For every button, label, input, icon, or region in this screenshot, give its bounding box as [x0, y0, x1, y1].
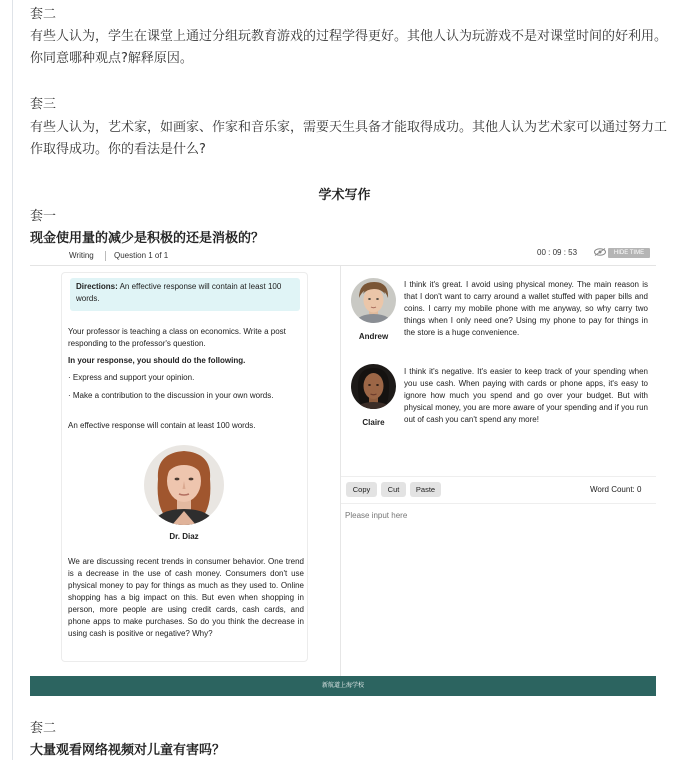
- set2-heading: 套二: [30, 7, 57, 22]
- in-response-text: In your response, you should do the following.: [68, 356, 246, 365]
- editor-placeholder: Please input here: [345, 511, 408, 520]
- academic-writing-title: 学术写作: [318, 188, 371, 203]
- aw-set1-heading: 套一: [30, 209, 57, 224]
- claire-response: I think it's negative. It's easier to keep track of your spending when you use cash. When paying with cards or phone apps, it's easy to ignore how much you spend and go over your budget. But with physical money, you are more aware of your spending and if you run out of cash you can't spend any more!: [404, 367, 648, 424]
- professor-name: Dr. Diaz: [169, 532, 199, 541]
- andrew-avatar: [351, 278, 396, 323]
- andrew-name: Andrew: [358, 332, 389, 341]
- aw-set1-question: 现金使用量的减少是积极的还是消极的？: [30, 231, 265, 246]
- bullet-2: · Make a contribution to the discussion in your own words.: [68, 391, 274, 400]
- word-count: Word Count: 0: [590, 485, 642, 494]
- copy-button[interactable]: Copy: [346, 482, 377, 497]
- left-border-line: [12, 0, 13, 760]
- bullet-1: · Express and support your opinion.: [68, 373, 195, 382]
- paste-button[interactable]: Paste: [410, 482, 441, 497]
- response-textarea[interactable]: [341, 504, 656, 678]
- aw-set2-heading: 套二: [30, 721, 57, 736]
- directions-label: Directions:: [76, 282, 118, 291]
- footer-bar: 新航道上海学校: [30, 676, 656, 696]
- aw-set2-question: 大量观看网络视频对儿童有害吗？: [30, 743, 226, 758]
- cut-button[interactable]: Cut: [381, 482, 406, 497]
- directions-text: An effective response will contain at least 100 words.: [76, 282, 282, 303]
- min-words-text: An effective response will contain at least 100 words.: [68, 421, 256, 430]
- professor-avatar: [144, 445, 224, 525]
- eye-icon[interactable]: [594, 248, 606, 256]
- prompt-card: [61, 272, 308, 662]
- professor-text: We are discussing recent trends in consumer behavior. One trend is a decrease in the use of cash money. Consumers don't use physical money to pay for things as much as they used to. Online shopping has a big impact on this. But even when shopping in person, more people are using credit cards, cash cards, and phone apps to make purchases. So do you think the decrease in using cash is positive or negative? Why?: [68, 557, 304, 638]
- hide-time-button[interactable]: HIDE TIME: [608, 248, 650, 258]
- claire-name: Claire: [362, 418, 385, 427]
- section-label: Writing: [69, 251, 94, 260]
- question-counter: Question 1 of 1: [114, 251, 169, 260]
- timer: 00 : 09 : 53: [537, 248, 578, 257]
- set3-heading: 套三: [30, 97, 57, 112]
- andrew-response: I think it's great. I avoid using physical money. The main reason is that I don't want to carry around a wallet stuffed with paper bills and coins. I carry my mobile phone with me anyway, so why carry two things when I only need one? Using my phone to pay for things in the store is a huge convenience.: [404, 280, 648, 337]
- set3-prompt: 有些人认为，艺术家，如画家、作家和音乐家，需要天生具备才能取得成功。其他人认为艺术家可以通过努力工作取得成功。你的看法是什么?: [30, 120, 668, 157]
- claire-avatar: [351, 364, 396, 409]
- exam-screenshot: [30, 248, 656, 696]
- topbar-separator: [105, 251, 106, 261]
- directions-box: [70, 278, 300, 311]
- set2-prompt: 有些人认为，学生在课堂上通过分组玩教育游戏的过程学得更好。其他人认为玩游戏不是对课堂时间的好利用。你同意哪种观点?解释原因。: [30, 29, 668, 66]
- exam-topbar: [30, 248, 656, 266]
- intro-text: Your professor is teaching a class on economics. Write a post responding to the professor's question.: [68, 327, 286, 348]
